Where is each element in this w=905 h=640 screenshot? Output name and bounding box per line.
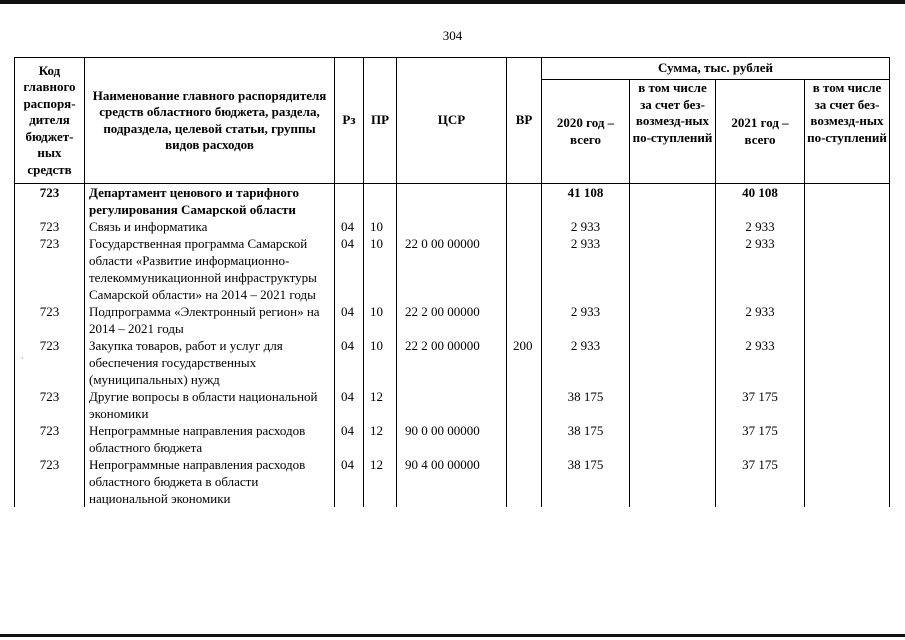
- header-code: Код главного распоря-дителя бюджет-ных средств: [15, 58, 85, 184]
- row-pr: 10: [364, 303, 397, 337]
- page-number: 304: [442, 28, 463, 43]
- row-csr: [397, 184, 507, 219]
- table-row: [15, 422, 890, 456]
- row-sum-2021-free: [805, 388, 890, 422]
- row-csr: [397, 388, 507, 422]
- row-name: Непрограммные направления расходов областного бюджета в области национальной экономики: [85, 456, 335, 507]
- row-sum-2021: 37 175: [716, 422, 805, 456]
- row-sum-2020-free: [630, 456, 716, 507]
- table-row: [15, 235, 890, 303]
- row-rz: 04: [335, 456, 364, 507]
- row-vr: [507, 303, 542, 337]
- row-csr: [397, 218, 507, 235]
- row-vr: [507, 388, 542, 422]
- row-sum-2020: 38 175: [542, 388, 630, 422]
- row-pr: 12: [364, 422, 397, 456]
- table-row: [15, 337, 890, 388]
- row-sum-2020: 38 175: [542, 456, 630, 507]
- row-sum-2021: 2 933: [716, 218, 805, 235]
- row-sum-2021: 2 933: [716, 337, 805, 388]
- row-csr: 90 0 00 00000: [397, 422, 507, 456]
- row-sum-2020-free: [630, 388, 716, 422]
- row-rz: 04: [335, 337, 364, 388]
- row-sum-2021: 37 175: [716, 456, 805, 507]
- row-rz: [335, 184, 364, 219]
- row-rz: 04: [335, 235, 364, 303]
- header-2021-total: 2021 год – всего: [716, 80, 805, 184]
- row-sum-2021-free: [805, 422, 890, 456]
- row-csr: 22 2 00 00000: [397, 303, 507, 337]
- scan-top-edge: [0, 0, 905, 4]
- row-sum-2021-free: [805, 235, 890, 303]
- row-name: Связь и информатика: [85, 218, 335, 235]
- header-2020-free: в том числе за счет без-возмезд-ных по-ступлений: [630, 80, 716, 184]
- table-row: [15, 303, 890, 337]
- row-csr: 22 0 00 00000: [397, 235, 507, 303]
- table-row: [15, 184, 890, 219]
- row-name: Государственная программа Самарской области «Развитие информационно-телекоммуникационной инфраструктуры Самарской области» на 2014 – 2021 годы: [85, 235, 335, 303]
- row-name: Подпрограмма «Электронный регион» на 2014 – 2021 годы: [85, 303, 335, 337]
- row-rz: 04: [335, 218, 364, 235]
- row-sum-2021: 37 175: [716, 388, 805, 422]
- table-row: [15, 456, 890, 507]
- row-sum-2020: 41 108: [542, 184, 630, 219]
- row-code: 723: [15, 388, 85, 422]
- scan-speck: ·: [21, 354, 24, 363]
- row-pr: 10: [364, 218, 397, 235]
- row-sum-2020: 2 933: [542, 337, 630, 388]
- row-sum-2021: 2 933: [716, 303, 805, 337]
- row-sum-2021-free: [805, 184, 890, 219]
- row-name: Закупка товаров, работ и услуг для обеспечения государственных (муниципальных) нужд: [85, 337, 335, 388]
- row-sum-2020: 2 933: [542, 218, 630, 235]
- table-header: [15, 58, 890, 184]
- row-code: 723: [15, 422, 85, 456]
- row-sum-2020-free: [630, 337, 716, 388]
- row-pr: 12: [364, 456, 397, 507]
- row-sum-2020: 2 933: [542, 303, 630, 337]
- header-sum: Сумма, тыс. рублей: [542, 58, 890, 80]
- table-row: [15, 218, 890, 235]
- row-code: 723: [15, 303, 85, 337]
- header-csr: ЦСР: [397, 58, 507, 184]
- row-pr: [364, 184, 397, 219]
- row-sum-2021-free: [805, 456, 890, 507]
- table-body: [15, 184, 890, 508]
- row-sum-2020-free: [630, 303, 716, 337]
- row-rz: 04: [335, 303, 364, 337]
- row-pr: 10: [364, 235, 397, 303]
- row-sum-2021: 40 108: [716, 184, 805, 219]
- table-row: [15, 388, 890, 422]
- row-sum-2020: 2 933: [542, 235, 630, 303]
- row-sum-2020-free: [630, 218, 716, 235]
- row-rz: 04: [335, 422, 364, 456]
- row-vr: [507, 422, 542, 456]
- row-vr: [507, 456, 542, 507]
- row-rz: 04: [335, 388, 364, 422]
- row-sum-2021-free: [805, 337, 890, 388]
- scan-bottom-edge: [0, 634, 905, 637]
- budget-table: [14, 57, 890, 507]
- header-2020-total: 2020 год – всего: [542, 80, 630, 184]
- row-code: 723: [15, 184, 85, 219]
- header-name: Наименование главного распорядителя средств областного бюджета, раздела, подраздела, целевой статьи, группы видов расходов: [85, 58, 335, 184]
- row-csr: 22 2 00 00000: [397, 337, 507, 388]
- header-2021-free: в том числе за счет без-возмезд-ных по-ступлений: [805, 80, 890, 184]
- row-sum-2021-free: [805, 218, 890, 235]
- row-code: 723: [15, 337, 85, 388]
- row-name: Непрограммные направления расходов областного бюджета: [85, 422, 335, 456]
- row-sum-2021: 2 933: [716, 235, 805, 303]
- row-sum-2020-free: [630, 184, 716, 219]
- row-pr: 10: [364, 337, 397, 388]
- row-sum-2020-free: [630, 235, 716, 303]
- header-vr: ВР: [507, 58, 542, 184]
- row-vr: [507, 235, 542, 303]
- row-code: 723: [15, 456, 85, 507]
- row-sum-2020: 38 175: [542, 422, 630, 456]
- row-csr: 90 4 00 00000: [397, 456, 507, 507]
- row-code: 723: [15, 218, 85, 235]
- row-sum-2020-free: [630, 422, 716, 456]
- row-pr: 12: [364, 388, 397, 422]
- header-pr: ПР: [364, 58, 397, 184]
- row-sum-2021-free: [805, 303, 890, 337]
- row-name: Департамент ценового и тарифного регулирования Самарской области: [85, 184, 335, 219]
- row-vr: [507, 218, 542, 235]
- row-vr: [507, 184, 542, 219]
- row-name: Другие вопросы в области национальной экономики: [85, 388, 335, 422]
- row-code: 723: [15, 235, 85, 303]
- header-rz: Рз: [335, 58, 364, 184]
- row-vr: 200: [507, 337, 542, 388]
